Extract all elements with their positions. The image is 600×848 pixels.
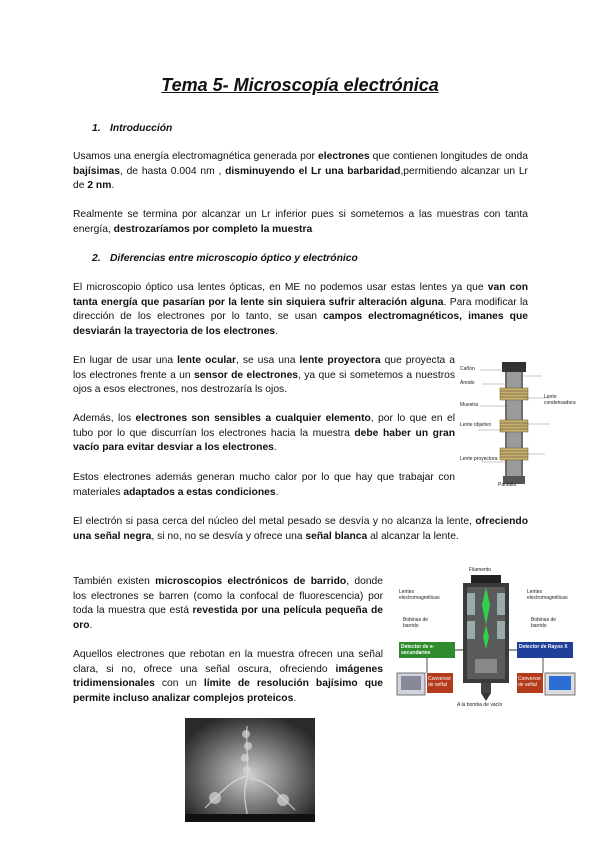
tem-label-5: Lente proyectora: [460, 456, 498, 462]
differences-paragraph-6: [73, 575, 383, 633]
tem-label-3: Muestra: [460, 402, 479, 408]
intro-paragraph-1: [73, 150, 528, 194]
text-run: van con tanta energía que pasarían por la lente sin siquiera sufrir alteración alguna: [73, 282, 528, 308]
text-run: Realmente se termina por alcanzar un Lr inferior pues si sometemos a las muestras con tanta energía,: [73, 209, 528, 235]
text-run: destrozaríamos por completo la muestra: [113, 223, 313, 235]
differences-paragraph-2: [73, 354, 455, 398]
text-run: que proyecta a los electrones frente a un: [73, 355, 455, 381]
text-run: .: [293, 692, 297, 704]
differences-paragraph-1: [73, 281, 528, 339]
sem-micrograph-figure: [185, 718, 315, 822]
tem-label-4: Lente objetivo: [460, 422, 492, 428]
text-run: que contienen longitudes de onda: [369, 151, 529, 162]
tem-column-figure: [460, 358, 580, 488]
text-run: .: [275, 325, 278, 337]
text-run: adaptados a estas condiciones: [123, 486, 276, 498]
text-run: .: [89, 619, 93, 631]
text-run: 2 nm: [87, 180, 112, 191]
tem-label-1: Ánodo: [460, 380, 475, 386]
text-run: al alcanzar la lente.: [367, 530, 459, 542]
section-heading-2: 2. Diferencias entre microscopio óptico y electrónico: [92, 253, 358, 264]
text-run: .: [111, 180, 115, 191]
differences-paragraph-7: [73, 648, 383, 706]
sem-schematic-diagram: [393, 565, 580, 710]
text-run: , de hasta 0.004 nm ,: [119, 165, 226, 177]
sem-label-left2: Bobinas de barrido: [403, 617, 429, 629]
text-run: bajísimas: [73, 165, 120, 177]
text-run: señal blanca: [305, 530, 368, 542]
page-title: Tema 5- Microscopía electrónica: [161, 75, 439, 95]
text-run: , donde los electrones se barren (como la confocal de fluorescencia) por toda la muestra que está: [73, 576, 384, 616]
text-run: electrones: [318, 151, 370, 162]
intro-paragraph-2: [73, 208, 528, 237]
text-run: , ya que si sometemos a nuestros ojos a esos electrones, nos destrozaría ls ojos.: [73, 369, 455, 395]
text-run: .: [275, 486, 279, 498]
text-run: Aquellos electrones que rebotan en la muestra ofrecen una señal clara, si no, ofrece una señal oscura, ofreciendo: [73, 649, 383, 675]
text-run: sensor de electrones: [194, 369, 299, 381]
text-run: , por lo que en el tubo por lo que discurrían los electrones hacia la muestra: [73, 413, 455, 439]
tem-label-0: Cañón: [460, 366, 475, 372]
tem-label-6: Pantalla: [498, 482, 517, 488]
text-run: En lugar de usar una: [73, 355, 178, 366]
section-heading-1: 1. Introducción: [92, 123, 173, 134]
differences-paragraph-4: [73, 471, 455, 500]
sem-label-top: Filamento: [469, 567, 491, 573]
sem-label-amp-right: Conversor de señal: [518, 676, 542, 688]
text-run: .: [273, 442, 277, 453]
text-run: ,permitiendo alcanzar un Lr de: [73, 165, 528, 191]
text-run: , si no, no se desvía y ofrece una: [151, 530, 306, 542]
text-run: El electrón si pasa cerca del núcleo del metal pesado se desvía y no alcanza la lente,: [73, 516, 476, 527]
tem-label-2: Lente condensadora: [544, 394, 576, 406]
text-run: imágenes tridimensionales: [73, 663, 383, 689]
text-run: Estos electrones además generan mucho calor por lo que hay que trabajar con materiales: [73, 472, 455, 498]
text-run: límite de resolución bajísimo que permite incluso analizar complejos proteicos: [73, 678, 384, 704]
text-run: Usamos una energía electromagnética generada por: [73, 151, 319, 162]
text-run: También existen: [73, 576, 156, 587]
sem-label-right2: Bobinas de barrido: [531, 617, 557, 629]
sem-micrograph-image: [185, 718, 315, 822]
text-run: revestida por una película pequeña de oro: [73, 605, 383, 631]
text-run: microscopios electrónicos de barrido: [155, 576, 347, 587]
differences-paragraph-3: [73, 412, 455, 456]
text-run: disminuyendo el Lr una barbaridad: [225, 165, 401, 177]
text-run: El microscopio óptico usa lentes ópticas, en ME no podemos usar estas lentes ya que: [73, 282, 488, 293]
text-run: . Para modificar la dirección de los electrones por lo tanto, se usan: [73, 296, 528, 322]
text-run: debe haber un gran vacío para evitar desviar a los electrones: [73, 427, 455, 453]
text-run: ofreciendo una señal negra: [73, 516, 528, 542]
sem-label-det-right: Detector de Rayos X: [519, 644, 568, 650]
sem-schematic-figure: [393, 565, 580, 710]
sem-label-amp-left: Conversor de señal: [428, 676, 452, 688]
text-run: lente proyectora: [299, 355, 381, 366]
text-run: lente ocular: [177, 355, 236, 366]
text-run: con un: [154, 678, 204, 689]
text-run: campos electromagnéticos, imanes que desviarán la trayectoria de los electrones: [73, 311, 528, 337]
text-run: electrones son sensibles a cualquier elemento: [135, 413, 371, 424]
differences-paragraph-5: [73, 515, 528, 544]
sem-label-left1: Lentes electromagnéticas: [399, 589, 440, 601]
text-run: , se usa una: [235, 355, 300, 366]
sem-label-det-left: Detector de e- secundarios: [401, 644, 435, 656]
sem-label-bottom: A la bomba de vacío: [457, 702, 503, 708]
text-run: Además, los: [73, 413, 136, 424]
sem-label-right1: Lentes electromagnéticas: [527, 589, 568, 601]
